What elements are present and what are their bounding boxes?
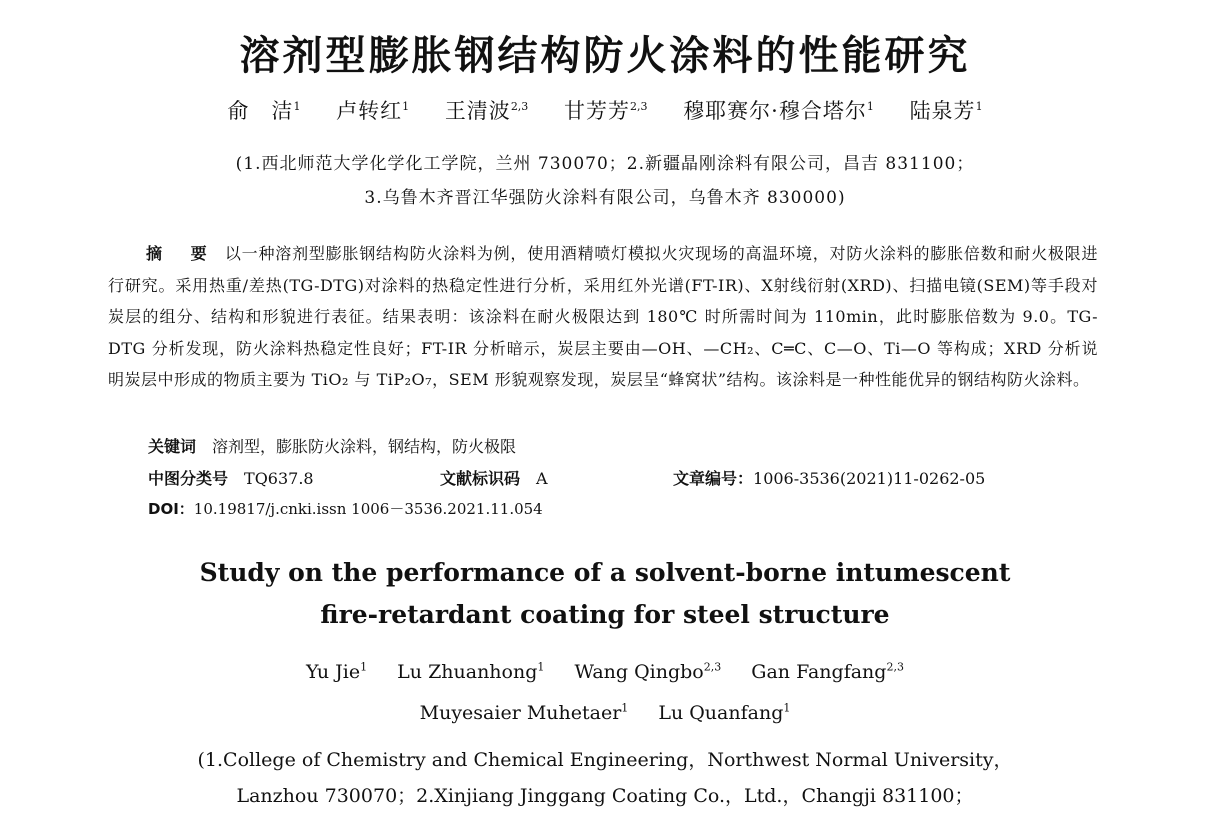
abstract [108, 238, 1098, 396]
author-en: Lu Zhuanhong$^1$ [397, 661, 545, 684]
authors-cn [0, 95, 1210, 125]
affiliations-en [0, 742, 1210, 814]
doc-code-label: 文献标识码 [440, 469, 521, 488]
authors-en-line [0, 690, 1210, 730]
doc-code-value: A [536, 469, 548, 488]
abstract-label: 摘 要 [146, 244, 213, 263]
affiliation-en-line: Lanzhou 730070；2.Xinjiang Jinggang Coating Co.，Ltd.，Changji 831100； [236, 785, 974, 807]
title-en-line: fire-retardant coating for steel structure [320, 600, 890, 629]
affiliation-line: (1.西北师范大学化学化工学院，兰州 730070；2.新疆晶刚涂料有限公司，昌吉 831100； [235, 154, 975, 174]
author-en: Lu Quanfang$^1$ [658, 701, 791, 724]
keywords [148, 434, 516, 457]
title-en-line: Study on the performance of a solvent-borne intumescent [199, 558, 1011, 587]
author-en: Wang Qingbo$^{2,3}$ [574, 661, 722, 684]
author-en: Yu Jie$^1$ [306, 661, 368, 684]
author-cn: 俞 洁$^1$ [227, 99, 301, 123]
doi [148, 498, 543, 519]
keywords-text: 溶剂型，膨胀防火涂料，钢结构，防火极限 [212, 437, 517, 456]
author-cn: 甘芳芳$^{2,3}$ [564, 99, 648, 123]
authors-en-line [0, 650, 1210, 690]
affiliations-cn [0, 147, 1210, 215]
doi-label: DOI： [148, 500, 194, 518]
classification-row [148, 466, 1048, 489]
author-cn: 陆泉芳$^1$ [909, 99, 983, 123]
affiliation-line: 3.乌鲁木齐晋江华强防火涂料有限公司，乌鲁木齐 830000) [364, 188, 846, 208]
doi-value: 10.19817/j.cnki.issn 1006－3536.2021.11.054 [193, 500, 543, 518]
keywords-label: 关键词 [148, 437, 197, 456]
author-cn: 卢转红$^1$ [336, 99, 410, 123]
article-no-value: 1006-3536(2021)11-0262-05 [753, 469, 986, 488]
author-en: Gan Fangfang$^{2,3}$ [751, 661, 904, 684]
author-cn: 穆耶赛尔·穆合塔尔$^1$ [683, 99, 874, 123]
clc-value: TQ637.8 [244, 469, 314, 488]
author-en: Muyesaier Muhetaer$^1$ [419, 701, 629, 724]
paper-title-en [0, 552, 1210, 636]
article-no-label: 文章编号： [673, 469, 754, 488]
abstract-text: 以一种溶剂型膨胀钢结构防火涂料为例，使用酒精喷灯模拟火灾现场的高温环境，对防火涂料的膨胀倍数和耐火极限进行研究。采用热重/差热(TG-DTG)对涂料的热稳定性进行分析，采用红外光谱(FT-IR)、X射线衍射(XRD)、扫描电镜(SEM)等手段对炭层的组分、结构和形貌进行表征。结果表明：该涂料在耐火极限达到 180℃ 时所需时间为 110min，此时膨胀倍数为 9.0。TG-DTG 分析发现，防火涂料热稳定性良好；FT-IR 分析暗示，炭层主要由—OH、—CH₂、C═C、C—O、Ti—O 等构成；XRD 分析说明炭层中形成的物质主要为 TiO₂ 与 TiP₂O₇，SEM 形貌观察发现，炭层呈“蜂窝状”结构。该涂料是一种性能优异的钢结构防火涂料。 [108, 244, 1098, 389]
author-cn: 王清波$^{2,3}$ [444, 99, 529, 123]
paper-title-cn: 溶剂型膨胀钢结构防火涂料的性能研究 [239, 33, 971, 79]
clc-label: 中图分类号 [148, 469, 229, 488]
authors-en [0, 650, 1210, 731]
affiliation-en-line: (1.College of Chemistry and Chemical Engineering，Northwest Normal University， [197, 749, 1013, 771]
